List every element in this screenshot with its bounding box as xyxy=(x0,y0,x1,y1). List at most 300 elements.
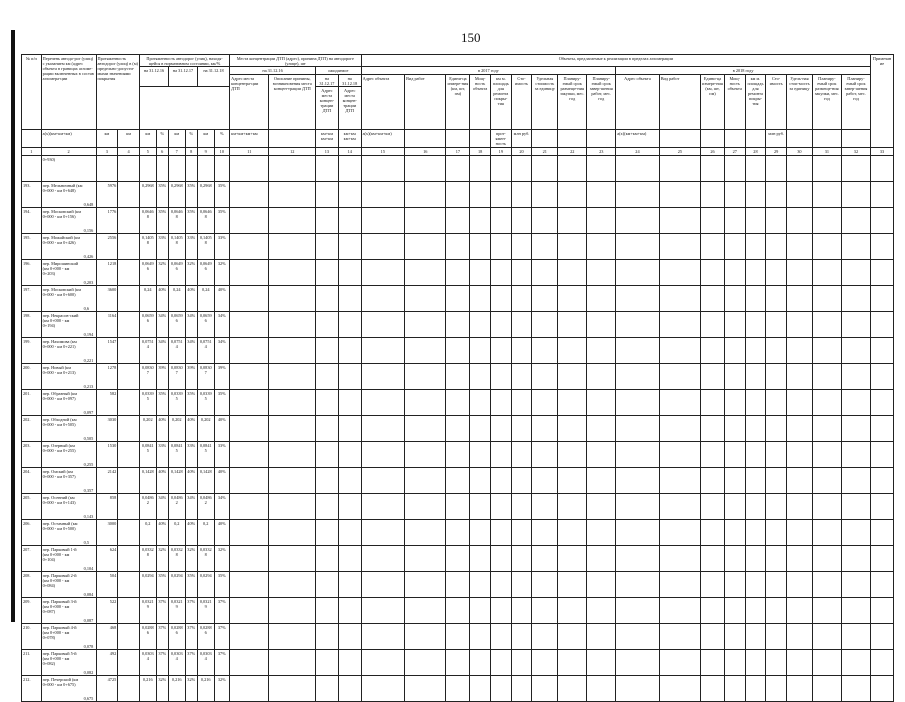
empty-cell xyxy=(361,286,404,312)
empty-cell xyxy=(745,286,766,312)
empty-cell xyxy=(871,338,894,364)
normative-km-2018: 0,216 xyxy=(197,676,214,702)
empty-cell xyxy=(616,520,659,546)
header-year-2018: в 2018 году xyxy=(616,67,871,75)
empty-cell xyxy=(470,468,491,494)
empty-cell xyxy=(745,416,766,442)
empty-cell xyxy=(766,520,787,546)
empty-cell xyxy=(470,598,491,624)
empty-cell xyxy=(490,468,511,494)
empty-cell xyxy=(446,494,470,520)
empty-cell xyxy=(405,572,446,598)
header-completion-2018: Планиру-емый срок завер-шения работ, мес. год xyxy=(841,75,870,130)
empty-cell xyxy=(616,624,659,650)
column-number: 32 xyxy=(841,148,870,156)
normative-km-2016: 0,0486 2 xyxy=(139,494,156,520)
road-length-km: 0,221 xyxy=(83,357,94,363)
header-area-2017: км м. площадь для ремонта покры-тия xyxy=(490,75,511,130)
header-object-address-2018: Адрес объекта xyxy=(616,75,659,130)
length-defect xyxy=(118,234,140,260)
empty-cell xyxy=(230,650,269,676)
empty-cell xyxy=(511,546,532,572)
road-name-cell xyxy=(41,234,96,260)
empty-cell xyxy=(812,416,841,442)
road-name: пер. Парковый 5-й (км 0+000 - км 0+082) xyxy=(42,650,77,666)
column-number: 23 xyxy=(587,148,616,156)
row-number xyxy=(22,156,42,182)
empty-cell xyxy=(446,156,470,182)
road-length-km: 0,213 xyxy=(83,383,94,389)
normative-pct-2016: 32% xyxy=(156,546,168,572)
empty-cell xyxy=(558,468,587,494)
header-accident-address-17: Адрес места концен-трации ДТП xyxy=(316,87,339,130)
empty-cell xyxy=(361,182,404,208)
empty-cell xyxy=(316,156,339,182)
road-name-cell xyxy=(41,494,96,520)
empty-cell xyxy=(701,156,725,182)
empty-cell xyxy=(532,676,558,702)
length-defect xyxy=(118,286,140,312)
empty-cell xyxy=(701,598,725,624)
empty-cell xyxy=(405,598,446,624)
normative-km-2016: 0,0841 5 xyxy=(139,442,156,468)
empty-cell xyxy=(745,598,766,624)
normative-pct-2016: 35% xyxy=(156,182,168,208)
empty-cell xyxy=(361,338,404,364)
empty-cell xyxy=(766,312,787,338)
length-total: 5976 xyxy=(96,182,118,208)
header-number: № п/п xyxy=(22,55,42,130)
normative-km-2017: 0,0288 6 xyxy=(168,624,185,650)
empty-cell xyxy=(871,468,894,494)
empty-cell xyxy=(659,468,700,494)
normative-km-2016: 0,0646 8 xyxy=(139,208,156,234)
empty-cell xyxy=(470,260,491,286)
table-row xyxy=(22,572,894,598)
table-row xyxy=(22,208,894,234)
empty-cell xyxy=(446,442,470,468)
empty-cell xyxy=(701,416,725,442)
empty-cell xyxy=(470,572,491,598)
length-total: 2142 xyxy=(96,468,118,494)
length-defect xyxy=(118,650,140,676)
normative-pct-2018: 32% xyxy=(214,260,230,286)
row-number: 209. xyxy=(22,598,42,624)
road-name: пер. Московский (км 0+000 - км 0+600) xyxy=(42,286,81,297)
normative-pct-2016: 33% xyxy=(156,442,168,468)
column-number: 4 xyxy=(118,148,140,156)
empty-cell xyxy=(511,234,532,260)
normative-pct-2018: 35% xyxy=(214,390,230,416)
empty-cell xyxy=(316,286,339,312)
empty-cell xyxy=(587,468,616,494)
road-name-cell xyxy=(41,598,96,624)
normative-pct-2016: 34% xyxy=(156,494,168,520)
normative-km-2016: 0,24 xyxy=(139,286,156,312)
road-length-km: 0,097 xyxy=(83,409,94,415)
empty-cell xyxy=(587,416,616,442)
row-number: 204. xyxy=(22,468,42,494)
road-name: пер. Парковый 4-й (км 0+000 - км 0+078) xyxy=(42,624,77,640)
row-number: 194. xyxy=(22,208,42,234)
empty-cell xyxy=(446,468,470,494)
empty-cell xyxy=(269,156,316,182)
column-number: 8 xyxy=(185,148,197,156)
empty-cell xyxy=(745,390,766,416)
column-number: 9 xyxy=(197,148,214,156)
normative-km-2018: 0,0294 xyxy=(197,572,214,598)
empty-cell xyxy=(558,624,587,650)
column-number: 26 xyxy=(701,148,725,156)
empty-cell xyxy=(812,208,841,234)
road-name-cell xyxy=(41,338,96,364)
road-name-cell xyxy=(41,260,96,286)
table-row xyxy=(22,520,894,546)
header-unit-mln-2017: млн руб. xyxy=(511,130,532,148)
empty-cell xyxy=(701,312,725,338)
empty-cell xyxy=(659,520,700,546)
empty-cell xyxy=(361,546,404,572)
empty-cell xyxy=(316,624,339,650)
empty-cell xyxy=(230,676,269,702)
empty-cell xyxy=(787,546,813,572)
empty-cell xyxy=(269,468,316,494)
empty-cell xyxy=(230,286,269,312)
empty-cell xyxy=(269,598,316,624)
empty-cell xyxy=(841,624,870,650)
table-row xyxy=(22,494,894,520)
normative-km-2018 xyxy=(197,156,214,182)
empty-cell xyxy=(587,442,616,468)
road-length-km: 0,426 xyxy=(83,253,94,259)
normative-pct-2017: 32% xyxy=(185,676,197,702)
empty-cell xyxy=(616,312,659,338)
empty-cell xyxy=(766,182,787,208)
length-total: 3030 xyxy=(96,416,118,442)
empty-cell xyxy=(841,520,870,546)
empty-cell xyxy=(701,260,725,286)
empty-cell xyxy=(787,156,813,182)
empty-cell xyxy=(361,390,404,416)
empty-cell xyxy=(787,286,813,312)
header-unit-mln-2018: млн руб. xyxy=(766,130,787,148)
empty-cell xyxy=(405,286,446,312)
empty-cell xyxy=(766,676,787,702)
normative-km-2018: 0,0339 5 xyxy=(197,390,214,416)
empty-cell xyxy=(230,156,269,182)
empty-cell xyxy=(532,546,558,572)
empty-cell xyxy=(511,676,532,702)
empty-cell xyxy=(361,624,404,650)
empty-cell xyxy=(446,182,470,208)
normative-km-2016: 0,0830 7 xyxy=(139,364,156,390)
length-defect xyxy=(118,442,140,468)
normative-km-2017: 0,202 xyxy=(168,416,185,442)
empty-cell xyxy=(871,546,894,572)
length-total: 582 xyxy=(96,390,118,416)
empty-cell xyxy=(490,338,511,364)
header-accident-expected: ожидаемое xyxy=(316,67,362,75)
empty-cell xyxy=(587,650,616,676)
empty-cell xyxy=(787,390,813,416)
normative-pct-2018: 35% xyxy=(214,208,230,234)
normative-km-2018: 0,0841 5 xyxy=(197,442,214,468)
header-unit-km-17: км xyxy=(168,130,185,148)
empty-cell xyxy=(490,182,511,208)
length-total: 3600 xyxy=(96,286,118,312)
header-unit-object-2017: а(х)(км+км+км) xyxy=(361,130,404,148)
empty-cell xyxy=(812,520,841,546)
left-margin-bar xyxy=(11,30,15,622)
empty-cell xyxy=(812,624,841,650)
column-number: 14 xyxy=(338,148,361,156)
empty-cell xyxy=(316,442,339,468)
header-unit-pct-16: % xyxy=(156,130,168,148)
empty-cell xyxy=(511,416,532,442)
header-cost-2018: Сто-имость xyxy=(766,75,787,130)
empty-cell xyxy=(470,676,491,702)
normative-pct-2016: 35% xyxy=(156,390,168,416)
empty-cell xyxy=(490,156,511,182)
empty-cell xyxy=(405,494,446,520)
normative-pct-2016: 40% xyxy=(156,468,168,494)
empty-cell xyxy=(532,598,558,624)
row-number: 201. xyxy=(22,390,42,416)
road-length-km: 0,6 xyxy=(83,305,90,311)
empty-cell xyxy=(787,442,813,468)
empty-cell xyxy=(511,260,532,286)
header-unit-2018: Едини-ца измере-ния (км, шт, пм) xyxy=(701,75,725,130)
empty-cell xyxy=(316,338,339,364)
empty-cell xyxy=(701,494,725,520)
empty-cell xyxy=(724,390,745,416)
empty-cell xyxy=(745,182,766,208)
row-number: 199. xyxy=(22,338,42,364)
empty-cell xyxy=(511,286,532,312)
road-name: пер. Можайский (км 0+000 - км 0+426) xyxy=(42,234,80,245)
normative-pct-2017: 35% xyxy=(185,390,197,416)
column-number: 22 xyxy=(558,148,587,156)
table-row xyxy=(22,546,894,572)
empty-cell xyxy=(316,494,339,520)
road-length-km: 0,505 xyxy=(83,435,94,441)
empty-cell xyxy=(787,494,813,520)
empty-cell xyxy=(724,676,745,702)
column-number: 25 xyxy=(659,148,700,156)
empty-cell xyxy=(405,182,446,208)
road-name-cell xyxy=(41,182,96,208)
empty-cell xyxy=(745,156,766,182)
empty-cell xyxy=(269,286,316,312)
empty-cell xyxy=(587,338,616,364)
empty-cell xyxy=(812,598,841,624)
normative-km-2017 xyxy=(168,156,185,182)
header-cost-2017: Сто-имость xyxy=(511,75,532,130)
column-number: 16 xyxy=(405,148,446,156)
header-accident-address-18: Адрес места концен-трации ДТП xyxy=(338,87,361,130)
header-procurement-2018: Планиру-емый срок размеще-ния закупки, мес. год xyxy=(812,75,841,130)
header-accident-date-18: на 31.12.18 xyxy=(338,75,361,87)
empty-cell xyxy=(724,286,745,312)
empty-cell xyxy=(616,572,659,598)
road-length-km: 0,203 xyxy=(83,279,94,285)
empty-cell xyxy=(532,624,558,650)
empty-cell xyxy=(587,234,616,260)
normative-km-2017: 0,0646 8 xyxy=(168,208,185,234)
empty-cell xyxy=(766,390,787,416)
column-number: 28 xyxy=(745,148,766,156)
table-row xyxy=(22,650,894,676)
road-name-cell xyxy=(41,520,96,546)
empty-cell xyxy=(659,624,700,650)
table-row xyxy=(22,260,894,286)
empty-cell xyxy=(724,338,745,364)
normative-pct-2017: 35% xyxy=(185,182,197,208)
empty-cell xyxy=(230,572,269,598)
empty-cell xyxy=(659,442,700,468)
length-total: 468 xyxy=(96,624,118,650)
empty-cell xyxy=(871,442,894,468)
empty-cell xyxy=(871,520,894,546)
row-number: 207. xyxy=(22,546,42,572)
empty-cell xyxy=(841,442,870,468)
empty-cell xyxy=(532,156,558,182)
normative-km-2018: 0,0332 8 xyxy=(197,546,214,572)
empty-cell xyxy=(616,234,659,260)
empty-cell xyxy=(316,208,339,234)
normative-pct-2017: 35% xyxy=(185,572,197,598)
empty-cell xyxy=(787,650,813,676)
normative-km-2018: 0,0649 6 xyxy=(197,260,214,286)
empty-cell xyxy=(230,312,269,338)
table-row xyxy=(22,676,894,702)
row-number: 203. xyxy=(22,442,42,468)
empty-cell xyxy=(470,442,491,468)
road-name: пер. Остамный (км 0+000 - км 0+500) xyxy=(42,520,78,531)
empty-cell xyxy=(787,312,813,338)
empty-cell xyxy=(490,260,511,286)
empty-cell xyxy=(616,494,659,520)
empty-cell xyxy=(361,572,404,598)
length-defect xyxy=(118,624,140,650)
header-notes: Примечание xyxy=(871,55,894,148)
length-defect xyxy=(118,156,140,182)
road-length-km: 0,5 xyxy=(83,539,90,545)
empty-cell xyxy=(787,208,813,234)
empty-cell xyxy=(616,468,659,494)
length-total xyxy=(96,156,118,182)
empty-cell xyxy=(724,546,745,572)
normative-km-2018: 0,0659 6 xyxy=(197,312,214,338)
empty-cell xyxy=(490,390,511,416)
empty-cell xyxy=(532,260,558,286)
empty-cell xyxy=(841,182,870,208)
empty-cell xyxy=(812,676,841,702)
empty-cell xyxy=(701,546,725,572)
normative-pct-2016: 35% xyxy=(156,208,168,234)
road-name-cell xyxy=(41,650,96,676)
length-total: 504 xyxy=(96,572,118,598)
empty-cell xyxy=(361,364,404,390)
normative-km-2018: 0,0646 8 xyxy=(197,208,214,234)
road-length-km: 0,087 xyxy=(83,617,94,623)
header-work-type-2018: Вид работ xyxy=(659,75,700,130)
empty-cell xyxy=(841,312,870,338)
empty-cell xyxy=(587,624,616,650)
empty-cell xyxy=(787,364,813,390)
empty-cell xyxy=(616,676,659,702)
normative-pct-2018: 34% xyxy=(214,312,230,338)
empty-cell xyxy=(841,208,870,234)
empty-cell xyxy=(338,624,361,650)
length-defect xyxy=(118,208,140,234)
header-unit-accident-18: км+км км+км xyxy=(338,130,361,148)
empty-cell xyxy=(490,624,511,650)
empty-cell xyxy=(532,520,558,546)
empty-cell xyxy=(558,156,587,182)
empty-cell xyxy=(616,390,659,416)
normative-pct-2016: 32% xyxy=(156,260,168,286)
normative-pct-2017: 40% xyxy=(185,520,197,546)
empty-cell xyxy=(490,520,511,546)
normative-pct-2018: 37% xyxy=(214,650,230,676)
empty-cell xyxy=(871,676,894,702)
empty-cell xyxy=(446,312,470,338)
empty-cell xyxy=(446,520,470,546)
empty-cell xyxy=(446,260,470,286)
empty-cell xyxy=(587,286,616,312)
empty-cell xyxy=(361,468,404,494)
empty-cell xyxy=(659,234,700,260)
column-number: 10 xyxy=(214,148,230,156)
empty-cell xyxy=(701,364,725,390)
header-unit-km-a: км xyxy=(96,130,118,148)
empty-cell xyxy=(470,624,491,650)
normative-pct-2018: 33% xyxy=(214,442,230,468)
row-number: 197. xyxy=(22,286,42,312)
row-number: 212. xyxy=(22,676,42,702)
empty-cell xyxy=(766,598,787,624)
normative-km-2018: 0,2 xyxy=(197,520,214,546)
empty-cell xyxy=(316,598,339,624)
empty-cell xyxy=(338,546,361,572)
empty-cell xyxy=(490,546,511,572)
normative-km-2017: 0,0486 2 xyxy=(168,494,185,520)
road-name-cell xyxy=(41,312,96,338)
normative-pct-2017: 32% xyxy=(185,260,197,286)
empty-cell xyxy=(338,286,361,312)
length-defect xyxy=(118,676,140,702)
empty-cell xyxy=(701,286,725,312)
header-unit-km-18: км xyxy=(197,130,214,148)
normative-km-2017: 0,0332 8 xyxy=(168,546,185,572)
normative-pct-2018: 37% xyxy=(214,624,230,650)
header-road-list: Перечень автодо-рог (улиц) с указанием км (адрес объекта в границах агломе-рации включенных в состав агломера-ции xyxy=(41,55,96,130)
empty-cell xyxy=(812,286,841,312)
empty-cell xyxy=(446,416,470,442)
road-name: пер. Мельничный (км 0+000 - км 0+648) xyxy=(42,182,83,193)
road-length-km: 0,104 xyxy=(83,565,94,571)
empty-cell xyxy=(812,442,841,468)
length-total: 1164 xyxy=(96,312,118,338)
normative-pct-2017: 34% xyxy=(185,494,197,520)
empty-cell xyxy=(871,364,894,390)
empty-cell xyxy=(745,520,766,546)
empty-cell xyxy=(659,572,700,598)
empty-cell xyxy=(812,182,841,208)
length-total: 492 xyxy=(96,650,118,676)
empty-cell xyxy=(511,650,532,676)
